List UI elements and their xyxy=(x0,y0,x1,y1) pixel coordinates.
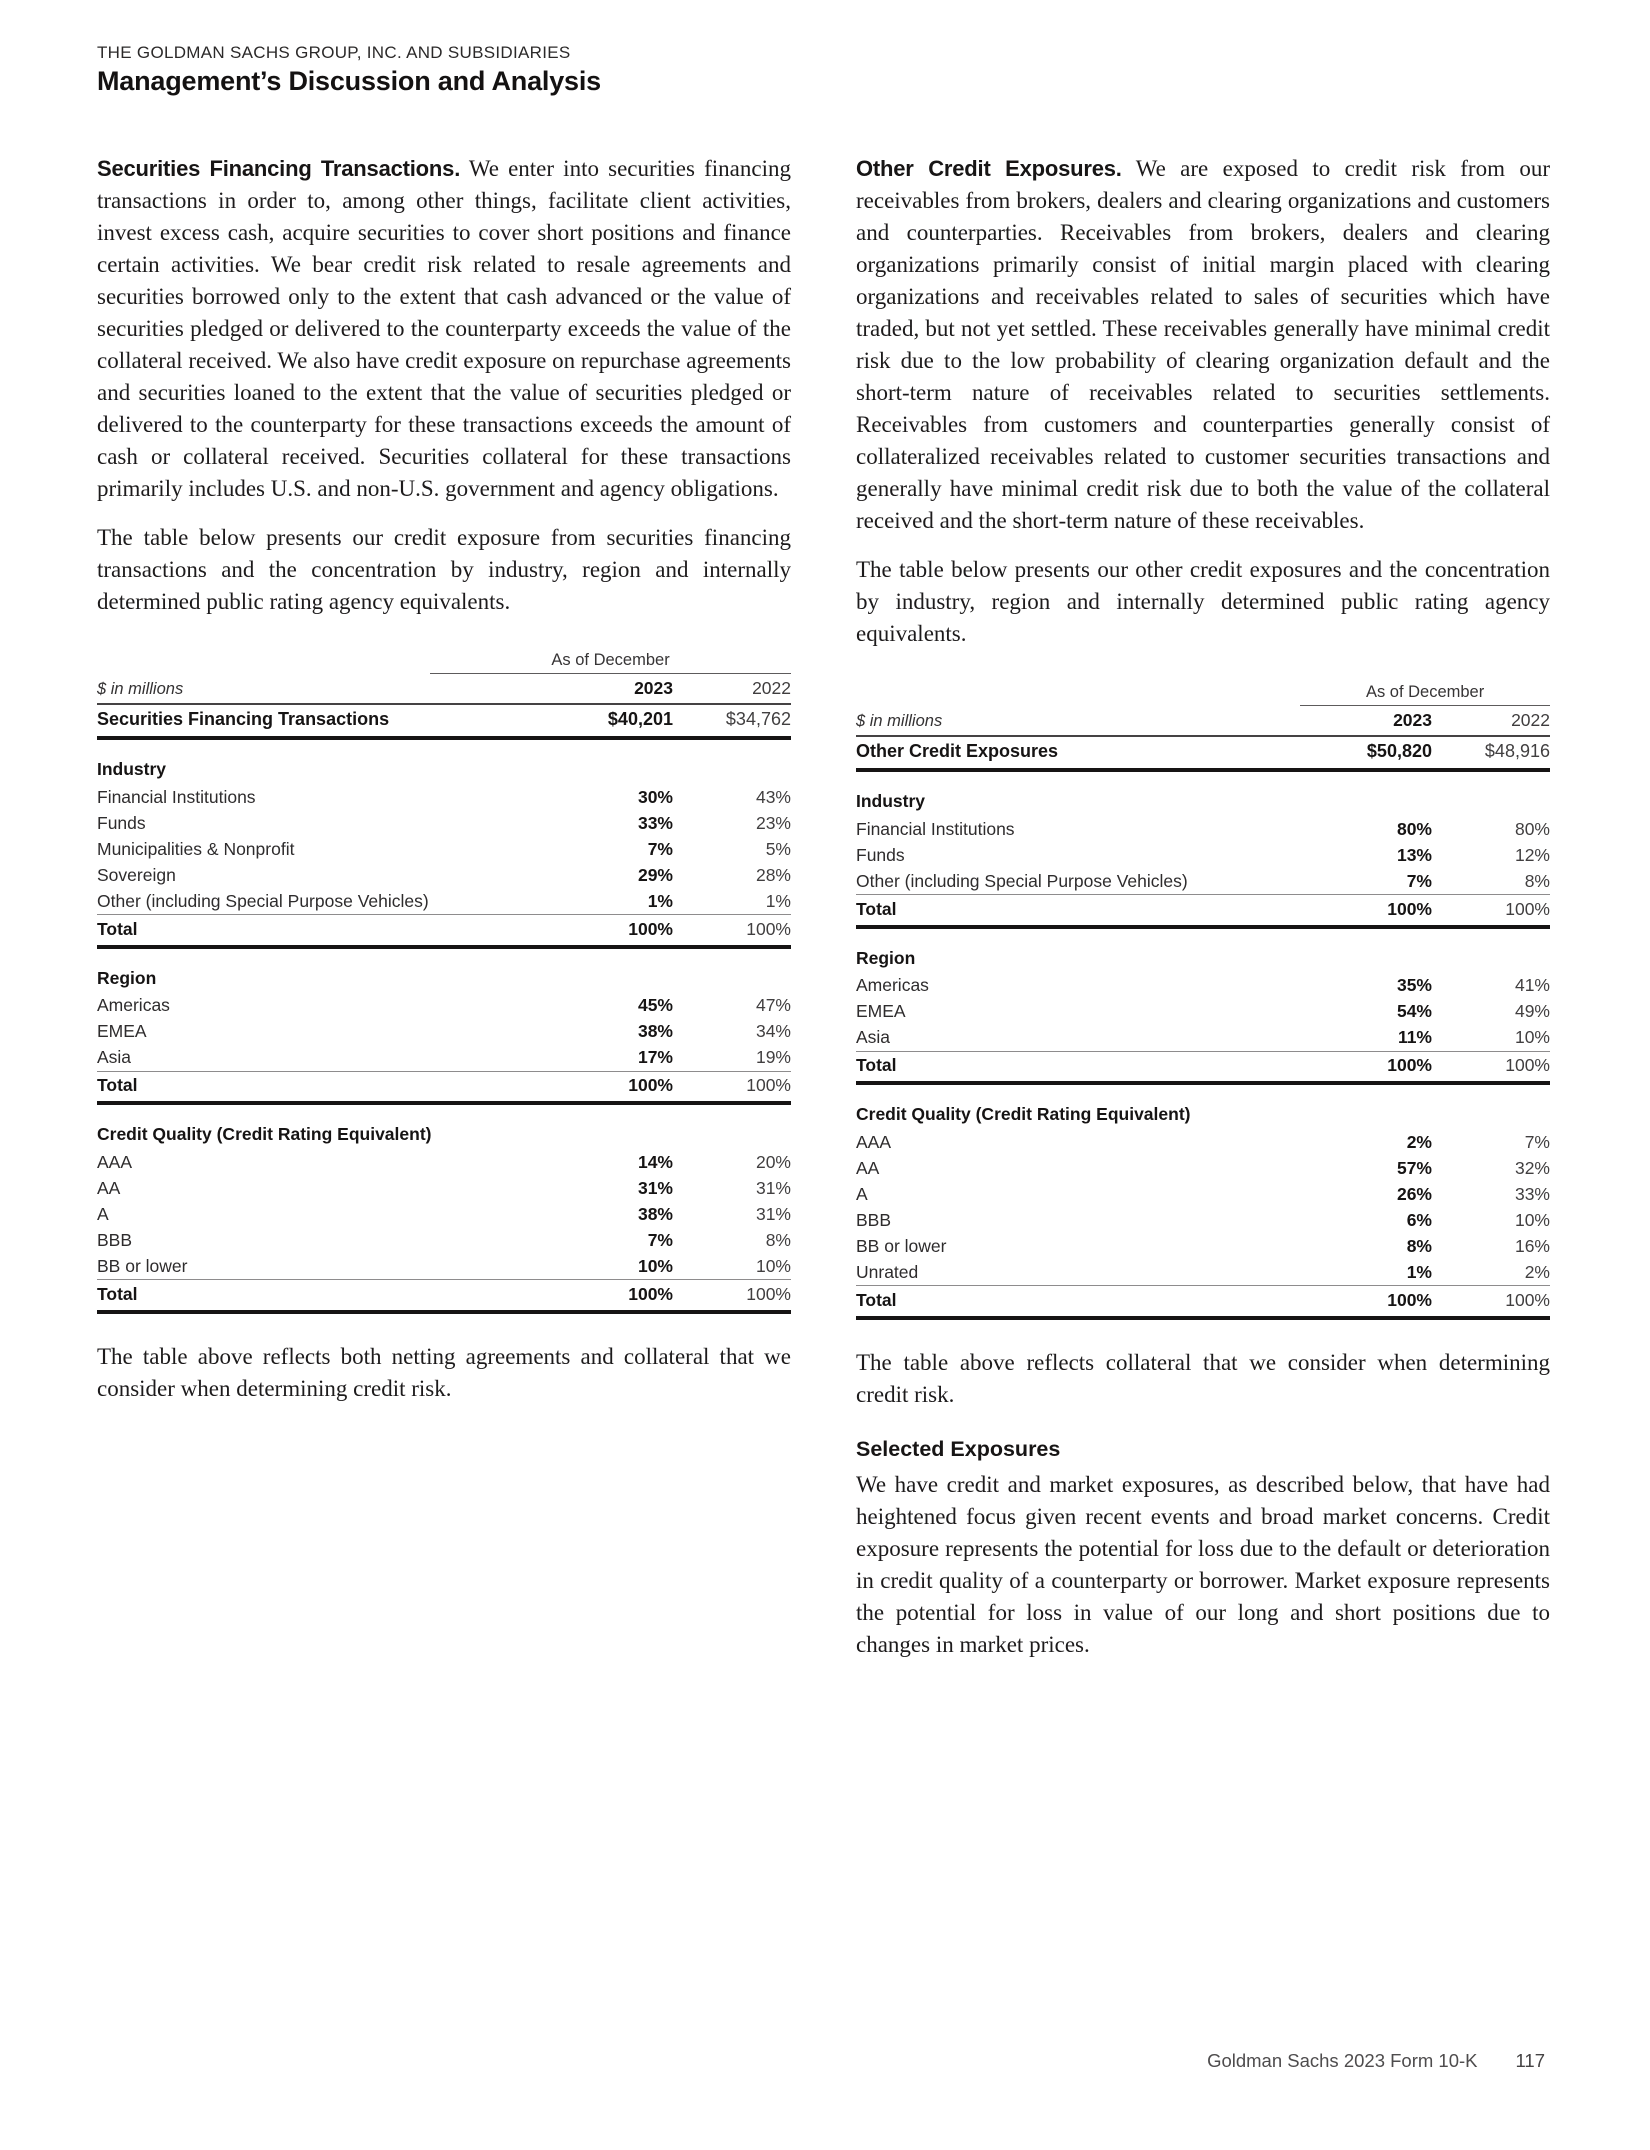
row-label: EMEA xyxy=(97,1021,147,1041)
total-2022: 100% xyxy=(746,1283,791,1304)
row-label: BBB xyxy=(856,1209,892,1230)
table-title: Securities Financing Transactions xyxy=(97,709,390,729)
total-label: Total xyxy=(97,1075,138,1095)
value-2022: 2% xyxy=(1524,1261,1550,1282)
value-2022: 80% xyxy=(1514,818,1550,839)
value-2022: 12% xyxy=(1514,844,1550,865)
table-row xyxy=(856,1129,1550,1155)
section-heading: Credit Quality (Credit Rating Equivalent) xyxy=(97,1124,432,1144)
year-2022-header: 2022 xyxy=(752,678,791,698)
value-2022: 8% xyxy=(765,1229,791,1250)
row-label: Asia xyxy=(97,1047,132,1067)
value-2022: 16% xyxy=(1514,1235,1550,1256)
value-2023: 8% xyxy=(1406,1235,1432,1256)
table-row xyxy=(97,862,791,888)
total-2022: 100% xyxy=(746,918,791,939)
total-2022: $34,762 xyxy=(725,709,791,729)
company-name: THE GOLDMAN SACHS GROUP, INC. AND SUBSIDIARIES xyxy=(97,43,571,62)
row-label: AA xyxy=(856,1157,880,1178)
other-credit-exposures-table xyxy=(856,683,1550,1320)
table-row xyxy=(856,1025,1550,1051)
oce-paragraph-text: We are exposed to credit risk from our receivables from brokers, dealers and clearing organizations and customers and counterparties. Receivables from brokers, dealers and clearing organizations primarily consist of initial margin placed with clearing organizations and receivables related to sales of securities which have traded, but not yet settled. These receivables generally have minimal credit risk due to the low probability of clearing organization default and the short-term nature of receivables related to securities settlements. Receivables from customers and counterparties generally consist of collateralized receivables related to customer securities transactions and generally have minimal credit risk due to both the value of the collateral received and the short-term nature of these receivables. xyxy=(856,156,1550,533)
value-2023: 13% xyxy=(1396,844,1432,865)
page-footer xyxy=(1207,2050,1545,2072)
table-title-row xyxy=(97,705,791,740)
row-label: Asia xyxy=(856,1027,891,1047)
total-row xyxy=(97,914,791,949)
region-section xyxy=(856,946,1550,1086)
table-column-header-row xyxy=(856,706,1550,737)
row-label: A xyxy=(856,1183,868,1204)
oce-section-heading: Other Credit Exposures. xyxy=(856,156,1122,181)
total-2023: 100% xyxy=(628,1075,673,1095)
total-row xyxy=(856,1285,1550,1320)
section-heading: Industry xyxy=(97,759,167,779)
value-2023: 57% xyxy=(1396,1157,1432,1178)
table-row xyxy=(856,1181,1550,1207)
value-2023: 38% xyxy=(637,1021,673,1041)
year-2023-header: 2023 xyxy=(1393,710,1432,730)
total-2022: $48,916 xyxy=(1484,741,1550,761)
page-number: 117 xyxy=(1515,2050,1545,2071)
sft-table-note: The table above reflects both netting agreements and collateral that we consider when determining credit risk. xyxy=(97,1343,791,1401)
value-2023: 54% xyxy=(1396,1001,1432,1021)
total-2023: 100% xyxy=(1387,1055,1432,1075)
year-2023-header: 2023 xyxy=(634,678,673,698)
total-2023: $50,820 xyxy=(1366,741,1432,761)
value-2022: 32% xyxy=(1514,1157,1550,1178)
table-row xyxy=(97,784,791,810)
value-2023: 7% xyxy=(1406,870,1432,891)
total-row xyxy=(856,1051,1550,1086)
table-row xyxy=(97,1045,791,1071)
region-section xyxy=(97,966,791,1106)
value-2023: 10% xyxy=(637,1255,673,1276)
table-row xyxy=(856,1207,1550,1233)
value-2022: 41% xyxy=(1514,975,1550,995)
row-label: Other (including Special Purpose Vehicles) xyxy=(97,890,429,911)
year-2022-header: 2022 xyxy=(1511,710,1550,730)
value-2023: 33% xyxy=(637,812,673,833)
table-row xyxy=(97,1253,791,1279)
table-row xyxy=(856,842,1550,868)
total-label: Total xyxy=(97,918,138,939)
value-2022: 34% xyxy=(755,1021,791,1041)
row-label: Financial Institutions xyxy=(97,786,256,807)
sft-lead-paragraph xyxy=(97,153,791,505)
total-2022: 100% xyxy=(1505,1055,1550,1075)
credit-quality-section xyxy=(856,1102,1550,1320)
value-2022: 31% xyxy=(755,1203,791,1224)
table-row xyxy=(97,993,791,1019)
value-2023: 45% xyxy=(637,995,673,1015)
page-title: Management’s Discussion and Analysis xyxy=(97,66,601,96)
table-row xyxy=(856,999,1550,1025)
value-2023: 26% xyxy=(1396,1183,1432,1204)
value-2023: 17% xyxy=(637,1047,673,1067)
value-2022: 33% xyxy=(1514,1183,1550,1204)
sft-table-intro: The table below presents our credit exposure from securities financing transactions and the concentration by industry, region and internally determined public rating agency equivalents. xyxy=(97,525,791,614)
sft-paragraph-text: We enter into securities financing transactions in order to, among other things, facilitate client activities, invest excess cash, acquire securities to cover short positions and finance certain activities. We bear credit risk related to resale agreements and securities borrowed only to the extent that cash advanced or the value of securities pledged or delivered to the counterparty exceeds the value of the collateral received. We also have credit exposure on repurchase agreements and securities loaned to the extent that the value of securities pledged or delivered to the counterparty for these transactions exceeds the amount of cash or collateral received. Securities collateral for these transactions primarily includes U.S. and non-U.S. government and agency obligations. xyxy=(97,156,791,501)
total-2023: $40,201 xyxy=(607,709,673,729)
row-label: Sovereign xyxy=(97,864,176,885)
selected-exposures-paragraph: We have credit and market exposures, as described below, that have had heightened focus given recent events and broad market concerns. Credit exposure represents the potential for loss due to the default or deterioration in credit quality of a counterparty or borrower. Market exposure represents the potential for loss in value of our long and short positions due to changes in market prices. xyxy=(856,1471,1550,1657)
total-row xyxy=(856,894,1550,929)
table-row xyxy=(97,1149,791,1175)
period-header: As of December xyxy=(1300,683,1550,706)
row-label: Municipalities & Nonprofit xyxy=(97,838,295,859)
row-label: Funds xyxy=(97,812,146,833)
value-2022: 7% xyxy=(1524,1131,1550,1152)
value-2023: 1% xyxy=(647,890,673,911)
table-row xyxy=(856,868,1550,894)
value-2022: 49% xyxy=(1514,1001,1550,1021)
row-label: Other (including Special Purpose Vehicles) xyxy=(856,870,1188,891)
row-label: Americas xyxy=(97,995,170,1015)
table-column-header-row xyxy=(97,674,791,705)
table-row xyxy=(97,836,791,862)
value-2022: 31% xyxy=(755,1177,791,1198)
table-row xyxy=(97,888,791,914)
table-row xyxy=(97,810,791,836)
right-column xyxy=(856,153,1550,1678)
value-2022: 1% xyxy=(765,890,791,911)
value-2022: 10% xyxy=(1514,1209,1550,1230)
value-2023: 6% xyxy=(1406,1209,1432,1230)
table-row xyxy=(97,1201,791,1227)
section-heading: Industry xyxy=(856,791,926,811)
table-row xyxy=(97,1227,791,1253)
sft-section-heading: Securities Financing Transactions. xyxy=(97,156,461,181)
table-row xyxy=(97,1019,791,1045)
table-row xyxy=(856,1259,1550,1285)
total-label: Total xyxy=(856,898,897,919)
total-2022: 100% xyxy=(746,1075,791,1095)
table-row xyxy=(856,1155,1550,1181)
oce-lead-paragraph xyxy=(856,153,1550,537)
section-heading: Region xyxy=(856,947,916,968)
row-label: EMEA xyxy=(856,1001,906,1021)
value-2023: 2% xyxy=(1406,1131,1432,1152)
total-2023: 100% xyxy=(1387,1289,1432,1310)
value-2022: 43% xyxy=(755,786,791,807)
value-2023: 7% xyxy=(647,1229,673,1250)
value-2023: 7% xyxy=(647,838,673,859)
footer-text: Goldman Sachs 2023 Form 10-K xyxy=(1207,2050,1478,2071)
total-row xyxy=(97,1279,791,1314)
table-row xyxy=(856,1233,1550,1259)
oce-table-note: The table above reflects collateral that we consider when determining credit risk. xyxy=(856,1349,1550,1407)
securities-financing-table xyxy=(97,651,791,1314)
value-2023: 38% xyxy=(637,1203,673,1224)
total-2022: 100% xyxy=(1505,898,1550,919)
value-2023: 80% xyxy=(1396,818,1432,839)
section-heading: Region xyxy=(97,967,157,988)
total-2023: 100% xyxy=(628,1283,673,1304)
value-2022: 23% xyxy=(755,812,791,833)
table-title-row xyxy=(856,737,1550,772)
row-label: Funds xyxy=(856,844,905,865)
row-label: AA xyxy=(97,1177,121,1198)
units-label: $ in millions xyxy=(856,712,943,730)
row-label: BB or lower xyxy=(97,1255,188,1276)
value-2023: 29% xyxy=(637,864,673,885)
selected-exposures-heading: Selected Exposures xyxy=(856,1436,1061,1461)
total-row xyxy=(97,1071,791,1106)
value-2022: 5% xyxy=(765,838,791,859)
row-label: A xyxy=(97,1203,109,1224)
total-2023: 100% xyxy=(628,918,673,939)
period-header: As of December xyxy=(430,651,791,674)
value-2022: 47% xyxy=(755,995,791,1015)
row-label: Unrated xyxy=(856,1261,919,1282)
value-2022: 20% xyxy=(755,1151,791,1172)
value-2023: 1% xyxy=(1406,1261,1432,1282)
total-label: Total xyxy=(97,1283,138,1304)
value-2022: 10% xyxy=(1514,1027,1550,1047)
value-2023: 14% xyxy=(637,1151,673,1172)
value-2023: 35% xyxy=(1396,975,1432,995)
industry-section xyxy=(856,789,1550,929)
value-2022: 19% xyxy=(755,1047,791,1067)
table-row xyxy=(856,816,1550,842)
total-label: Total xyxy=(856,1289,897,1310)
industry-section xyxy=(97,757,791,949)
oce-table-intro: The table below presents our other credit exposures and the concentration by industry, region and internally determined public rating agency equivalents. xyxy=(856,557,1550,646)
table-title: Other Credit Exposures xyxy=(856,741,1059,761)
row-label: Financial Institutions xyxy=(856,818,1015,839)
value-2022: 28% xyxy=(755,864,791,885)
table-row xyxy=(856,973,1550,999)
row-label: AAA xyxy=(856,1131,892,1152)
left-column xyxy=(97,153,791,1422)
value-2023: 30% xyxy=(637,786,673,807)
total-label: Total xyxy=(856,1055,897,1075)
value-2022: 8% xyxy=(1524,870,1550,891)
table-row xyxy=(97,1175,791,1201)
value-2023: 31% xyxy=(637,1177,673,1198)
section-heading: Credit Quality (Credit Rating Equivalent) xyxy=(856,1104,1191,1124)
value-2023: 11% xyxy=(1397,1027,1432,1047)
credit-quality-section xyxy=(97,1122,791,1314)
total-2022: 100% xyxy=(1505,1289,1550,1310)
document-header xyxy=(97,42,601,98)
total-2023: 100% xyxy=(1387,898,1432,919)
row-label: AAA xyxy=(97,1151,133,1172)
value-2022: 10% xyxy=(755,1255,791,1276)
row-label: BB or lower xyxy=(856,1235,947,1256)
row-label: BBB xyxy=(97,1229,133,1250)
row-label: Americas xyxy=(856,975,929,995)
units-label: $ in millions xyxy=(97,680,184,698)
